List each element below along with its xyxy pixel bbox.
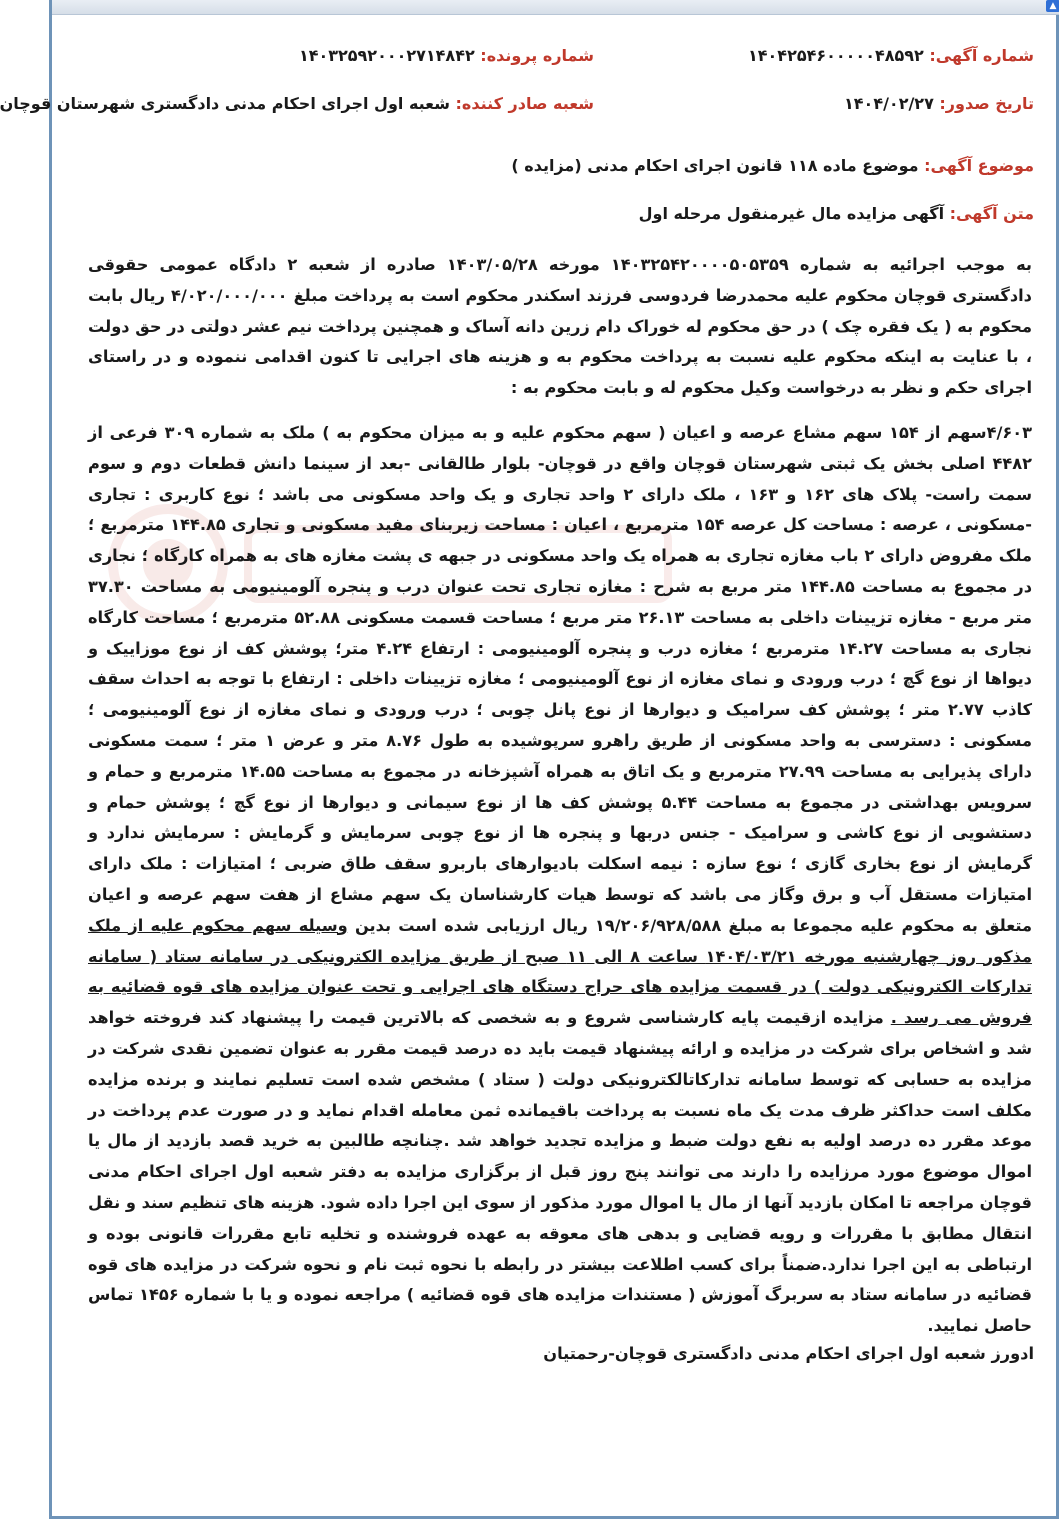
notice-number-value: ۱۴۰۴۲۵۴۶۰۰۰۰۰۴۸۵۹۲ [748, 46, 924, 65]
case-number-label: شماره پرونده: [480, 46, 594, 65]
issue-date [844, 94, 1034, 113]
case-number [299, 46, 594, 65]
body-paragraph-2-underlined: وسیله سهم محکوم علیه از ملک مذکور روز چهارشنبه مورخه ۱۴۰۴/۰۳/۲۱ ساعت ۸ الی ۱۱ صبح از طریق مزایده الکترونیکی در سامانه ستاد ( سامانه تدارکات الکترونیکی دولت ) در قسمت مزایده های حراج دستگاه های اجرایی و تحت عنوان مزایده های قوه قضائیه به فروش می رسد . [88, 915, 1033, 1028]
issue-date-value: ۱۴۰۴/۰۲/۲۷ [844, 94, 934, 113]
scroll-up-arrow-icon[interactable]: ▲ [1046, 0, 1059, 12]
body-paragraph-2-part-1: ۴/۶۰۳سهم از ۱۵۴ سهم مشاع عرصه و اعیان ( سهم محکوم علیه و به میزان محکوم به ) ملک به شماره ۳۰۹ فرعی از ۴۴۸۲ اصلی بخش یک ثبتی شهرستان قوچان واقع در قوچان- بلوار طالقانی -بعد از سینما دانش قطعات دوم و سوم سمت راست- پلاک های ۱۶۲ و ۱۶۳ ، ملک دارای ۲ واحد تجاری و یک واحد مسکونی می باشد ؛ نوع کاربری : تجاری -مسکونی ، عرصه : مساحت کل عرصه ۱۵۴ مترمربع ، اعیان : مساحت زیربنای مفید مسکونی و تجاری ۱۴۴.۸۵ مترمربع ؛ ملک مفروض دارای ۲ باب مغازه تجاری به همراه یک واحد مسکونی در جبهه ی پشت مغازه های به همراه کارگاه ؛ نجاری در مجموع به مساحت ۱۴۴.۸۵ متر مربع به شرح : مغازه تجاری تحت عنوان درب و پنجره آلومینیومی به مساحت ۳۷.۳۰ متر مربع - مغازه تزیینات داخلی به مساحت ۲۶.۱۳ متر مربع ؛ مساحت قسمت مسکونی ۵۲.۸۸ مترمربع ؛ مساحت کارگاه نجاری به مساحت ۱۴.۲۷ مترمربع ؛ مغازه درب و پنجره آلومینیومی : ارتفاع ۴.۲۴ متر؛ پوشش کف از نوع موزاییک و دیواها از نوع گچ ؛ درب ورودی و نمای مغازه از نوع آلومینیومی ؛ مغازه تزیینات داخلی : ارتفاع با توجه به احداث سقف کاذب ۲.۷۷ متر ؛ پوشش کف سرامیک و دیوارها از نوع پانل چوبی ؛ درب ورودی و نمای مغازه از نوع آلومینیومی ؛ مسکونی : دسترسی به واحد مسکونی از طریق راهرو سرپوشیده به طول ۸.۷۶ متر و عرض ۱ متر ؛ سمت مسکونی دارای پذیرایی به مساحت ۲۷.۹۹ مترمربع و یک اتاق به همراه آشپزخانه در مجموع به مساحت ۱۴.۵۵ مترمربع و حمام و سرویس بهداشتی در مجموع به مساحت ۵.۴۴ پوشش کف ها از نوع سیمانی و دیوارها از نوع گچ ؛ پوشش حمام و دستشویی از نوع کاشی و سرامیک - جنس دربها و پنجره ها از نوع چوبی سرمایش و گرمایش : سرمایش ندارد و گرمایش از نوع بخاری گازی ؛ نوع سازه : نیمه اسکلت بادیوارهای باربرو سقف طاق ضربی ؛ امتیازات : ملک دارای امتیازات مستقل آب و برق وگاز می باشد که توسط هیات کارشناسان یک سهم مشاع از هفت سهم عرصه و اعیان متعلق به محکوم علیه مجموعا به مبلغ ۱۹/۲۰۶/۹۲۸/۵۸۸ ریال ارزیابی شده است بدین [88, 422, 1033, 935]
signature-line: ادورز شعبه اول اجرای احکام مدنی دادگستری قوچان-رحمتیان [543, 1344, 1034, 1363]
notice-subject [74, 156, 1034, 175]
notice-number [748, 46, 1034, 65]
subject-value: موضوع ماده ۱۱۸ قانون اجرای احکام مدنی (مزایده ) [511, 156, 919, 175]
notice-sheet [0, 14, 1050, 1514]
issuer-label: شعبه صادر کننده: [455, 94, 594, 113]
notice-text-title [74, 204, 1034, 223]
body-paragraph-1: به موجب اجرائیه به شماره ۱۴۰۳۲۵۴۲۰۰۰۰۵۰۵۳۵۹ مورخه ۱۴۰۳/۰۵/۲۸ صادره از شعبه ۲ دادگاه عمومی حقوقی دادگستری قوچان محکوم علیه محمدرضا فردوسی فرزند اسکندر محکوم است به پرداخت مبلغ ۴/۰۲۰/۰۰۰/۰۰۰ ریال بابت محکوم به ( یک فقره چک ) در حق محکوم له خوراک دام زرین دانه آساک و همچنین پرداخت نیم عشر دولتی در حق دولت ، با عنایت به اینکه محکوم علیه نسبت به پرداخت محکوم به و هزینه های اجرایی تا کنون اقدامی ننموده و در راستای اجرای حکم و نظر به درخواست وکیل محکوم له و بابت محکوم به : [88, 255, 1032, 398]
subject-label: موضوع آگهی: [924, 156, 1034, 175]
case-number-value: ۱۴۰۳۲۵۹۲۰۰۰۲۷۱۴۸۴۲ [298, 46, 475, 65]
issuer-value: شعبه اول اجرای احکام مدنی دادگستری شهرستان قوچان [0, 94, 450, 113]
notice-number-label: شماره آگهی: [929, 46, 1034, 65]
body-paragraph-2-part-2: مزایده ازقیمت پایه کارشناسی شروع و به شخصی که بالاترین قیمت را پیشنهاد کند فروخته خواهد شد و اشخاص برای شرکت در مزایده و ارائه پیشنهاد قیمت باید ده درصد قیمت مقرر به عنوان تضمین نقدی شرکت در مزایده به حسابی که توسط سامانه تدارکاتالکترونیکی دولت ( ستاد ) مشخص شده است تسلیم نمایند و برنده مزایده مکلف است حداکثر ظرف مدت یک ماه نسبت به پرداخت باقیمانده ثمن معامله اقدام نماید و در صورت عدم پرداخت در موعد مقرر ده درصد اولیه به نفع دولت ضبط و مزایده تجدید خواهد شد .چنانچه طالبین به خرید قصد بازدید از مال یا اموال موضوع مورد مرزایده را دارند می توانند پنج روز قبل از برگزاری مزایده به دفتر شعبه اول اجرای احکام مدنی قوچان مراجعه تا امکان بازدید آنها از مال یا اموال مورد مذکور از سوی این اجرا داده شود. هزینه های تنظیم سند و نقل انتقال مطابق با مقررات و رویه قضایی و بدهی های معوقه به عهده فروشنده و تخلیه تابع مقررات قانونی بوده و ارتباطی به این اجرا ندارد.ضمناً برای کسب اطلاعت بیشتر در رابطه با نحوه ثبت نام و نحوه شرکت در مزایده های قوه قضائیه در سامانه ستاد به سربرگ آموزش ( مستندات مزایده های قوه قضائیه ) مراجعه نموده و یا با شماره ۱۴۵۶ تماس حاصل نمایید. [88, 1008, 1032, 1336]
body-paragraph-2 [88, 418, 1032, 1342]
text-title-label: متن آگهی: [949, 204, 1034, 223]
header-row-1 [74, 46, 1034, 74]
issue-date-label: تاریخ صدور: [939, 94, 1034, 113]
window-topbar [52, 0, 1059, 15]
text-title-value: آگهی مزایده مال غیرمنقول مرحله اول [638, 204, 945, 223]
notice-body [88, 250, 1032, 1342]
issuer [0, 94, 594, 113]
header-row-2 [0, 94, 1034, 122]
